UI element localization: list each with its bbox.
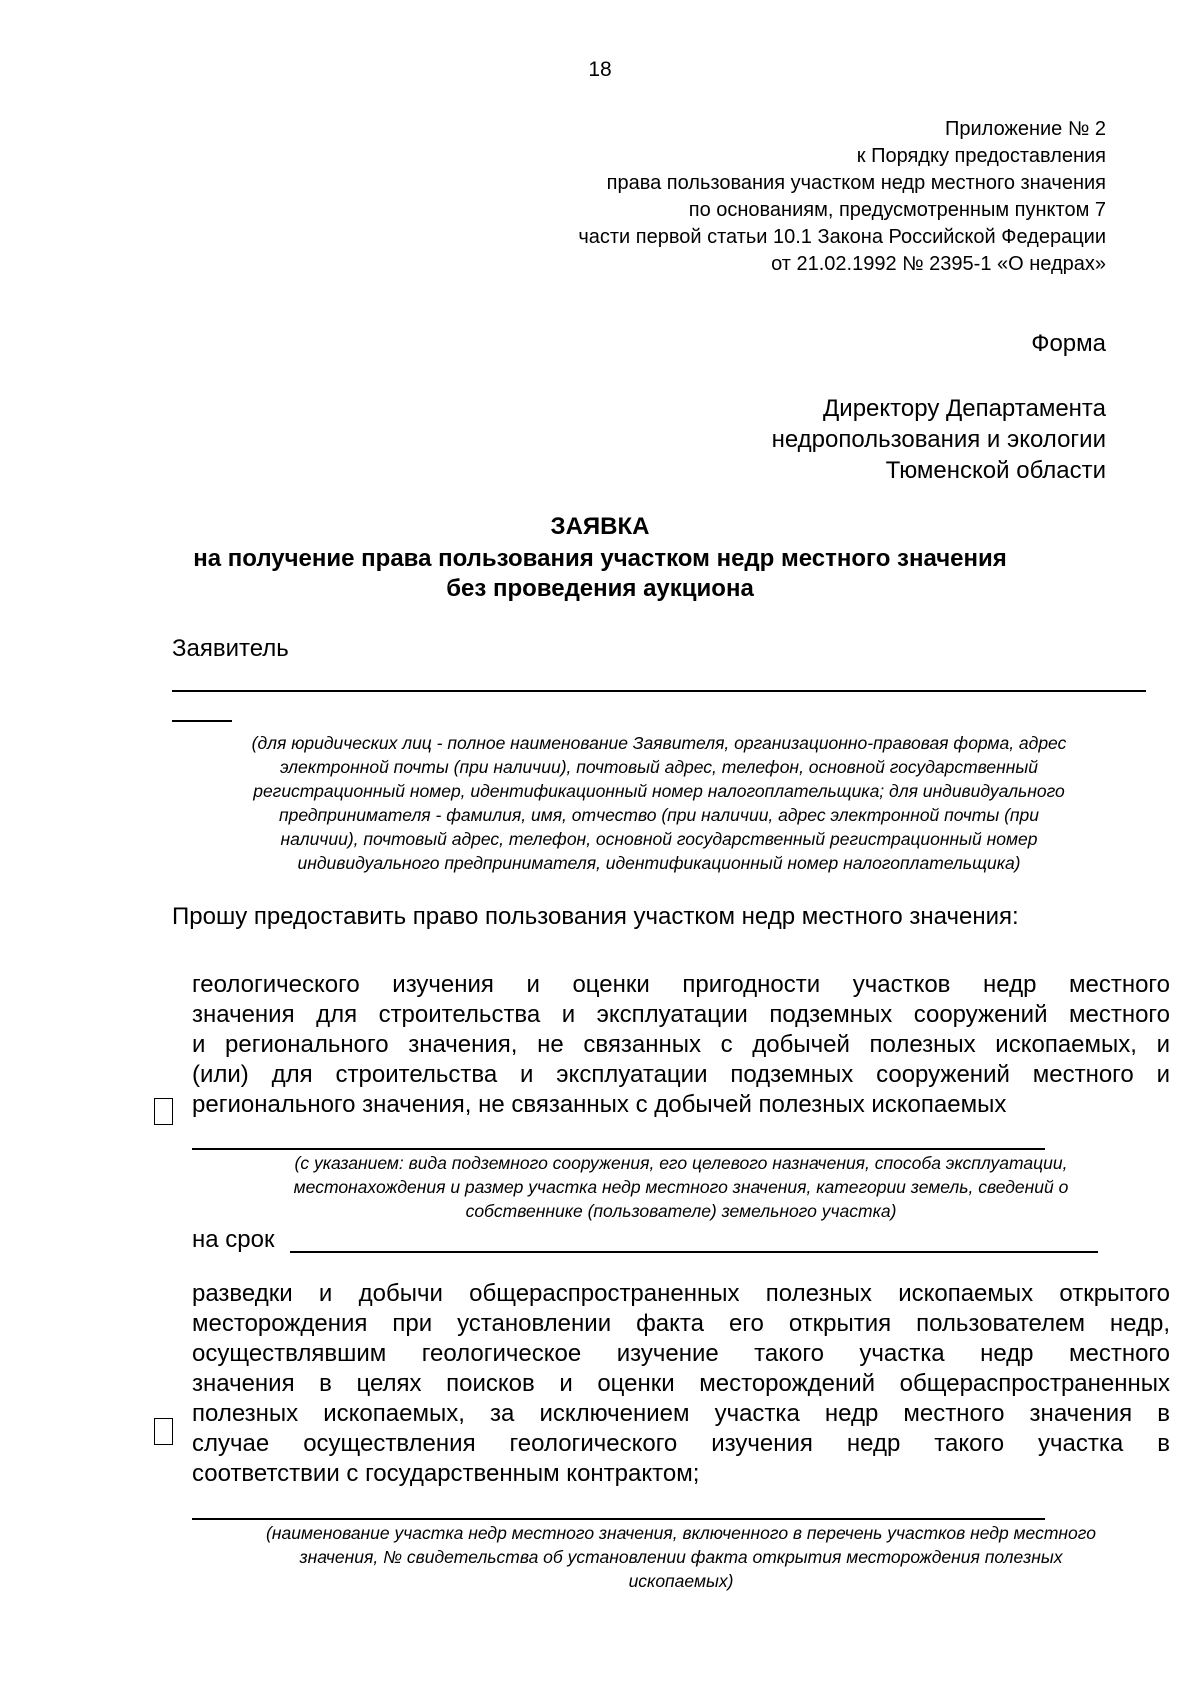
- addressee-line: недропользования и экологии: [771, 426, 1106, 453]
- addressee-line: Тюменской области: [885, 457, 1106, 484]
- hint-line: индивидуального предпринимателя, идентификационный номер налогоплательщика): [297, 853, 1021, 873]
- term-input-line[interactable]: [290, 1251, 1098, 1253]
- appendix-line: права пользования участком недр местного значения: [606, 172, 1106, 194]
- option-line: геологического изучения и оценки пригодности участков недр местного: [192, 971, 1170, 998]
- addressee-line: Директору Департамента: [823, 395, 1106, 422]
- request-text: Прошу предоставить право пользования участком недр местного значения:: [172, 903, 1019, 930]
- option-line: и регионального значения, не связанных с добычей полезных ископаемых, и: [192, 1031, 1170, 1058]
- hint-line: собственнике (пользователе) земельного участка): [465, 1201, 897, 1221]
- applicant-hint: [172, 731, 1146, 875]
- document-subtitle-2: без проведения аукциона: [446, 575, 754, 602]
- option-2-text: [192, 1279, 1170, 1489]
- option-2-checkbox[interactable]: [154, 1418, 173, 1445]
- hint-line: (с указанием: вида подземного сооружения, его целевого назначения, способа эксплуатации,: [294, 1153, 1068, 1173]
- applicant-input-line[interactable]: [172, 690, 1146, 692]
- option-2-input-line[interactable]: [192, 1518, 1045, 1520]
- appendix-line: к Порядку предоставления: [856, 145, 1106, 167]
- document-subtitle: на получение права пользования участком недр местного значения: [193, 545, 1007, 572]
- appendix-reference: [578, 116, 1106, 278]
- option-line: соответствии с государственным контрактом;: [192, 1460, 700, 1487]
- option-line: полезных ископаемых, за исключением участка недр местного значения в: [192, 1400, 1170, 1427]
- option-line: месторождения при установлении факта его открытия пользователем недр,: [192, 1310, 1170, 1337]
- option-1-hint: [192, 1151, 1170, 1223]
- option-line: разведки и добычи общераспространенных полезных ископаемых открытого: [192, 1280, 1170, 1307]
- page-number: 18: [588, 58, 612, 81]
- option-line: осуществлявшим геологическое изучение такого участка недр местного: [192, 1340, 1170, 1367]
- applicant-input-line-continuation[interactable]: [172, 720, 232, 722]
- hint-line: местонахождения и размер участка недр местного значения, категории земель, сведений о: [293, 1177, 1069, 1197]
- hint-line: наличии), почтовый адрес, телефон, основной государственный регистрационный номер: [280, 829, 1038, 849]
- term-label: на срок: [192, 1226, 275, 1253]
- option-line: регионального значения, не связанных с добычей полезных ископаемых: [192, 1091, 1007, 1118]
- appendix-line: Приложение № 2: [945, 118, 1106, 140]
- hint-line: (для юридических лиц - полное наименование Заявителя, организационно-правовая форма, адрес: [251, 733, 1067, 753]
- appendix-line: от 21.02.1992 № 2395-1 «О недрах»: [771, 253, 1106, 275]
- hint-line: электронной почты (при наличии), почтовый адрес, телефон, основной государственный: [279, 757, 1039, 777]
- option-1-input-line[interactable]: [192, 1148, 1045, 1150]
- option-1-checkbox[interactable]: [154, 1098, 173, 1125]
- option-line: (или) для строительства и эксплуатации подземных сооружений местного и: [192, 1061, 1170, 1088]
- option-2-hint: [192, 1521, 1170, 1593]
- addressee: [772, 393, 1106, 486]
- option-1-text: [192, 970, 1170, 1120]
- hint-line: регистрационный номер, идентификационный номер налогоплательщика; для индивидуального: [253, 781, 1065, 801]
- option-line: значения для строительства и эксплуатации подземных сооружений местного: [192, 1001, 1170, 1028]
- appendix-line: по основаниям, предусмотренным пунктом 7: [688, 199, 1106, 221]
- hint-line: предпринимателя - фамилия, имя, отчество (при наличии, адрес электронной почты (при: [278, 805, 1040, 825]
- document-title: ЗАЯВКА: [550, 513, 650, 540]
- hint-line: значения, № свидетельства об установлении факта открытия месторождения полезных: [299, 1547, 1063, 1567]
- form-label: Форма: [1031, 330, 1106, 357]
- option-line: случае осуществления геологического изучения недр такого участка в: [192, 1430, 1170, 1457]
- appendix-line: части первой статьи 10.1 Закона Российской Федерации: [578, 226, 1106, 248]
- hint-line: ископаемых): [628, 1571, 734, 1591]
- applicant-label: Заявитель: [172, 635, 289, 662]
- option-line: значения в целях поисков и оценки месторождений общераспространенных: [192, 1370, 1170, 1397]
- hint-line: (наименование участка недр местного значения, включенного в перечень участков недр местного: [266, 1523, 1096, 1543]
